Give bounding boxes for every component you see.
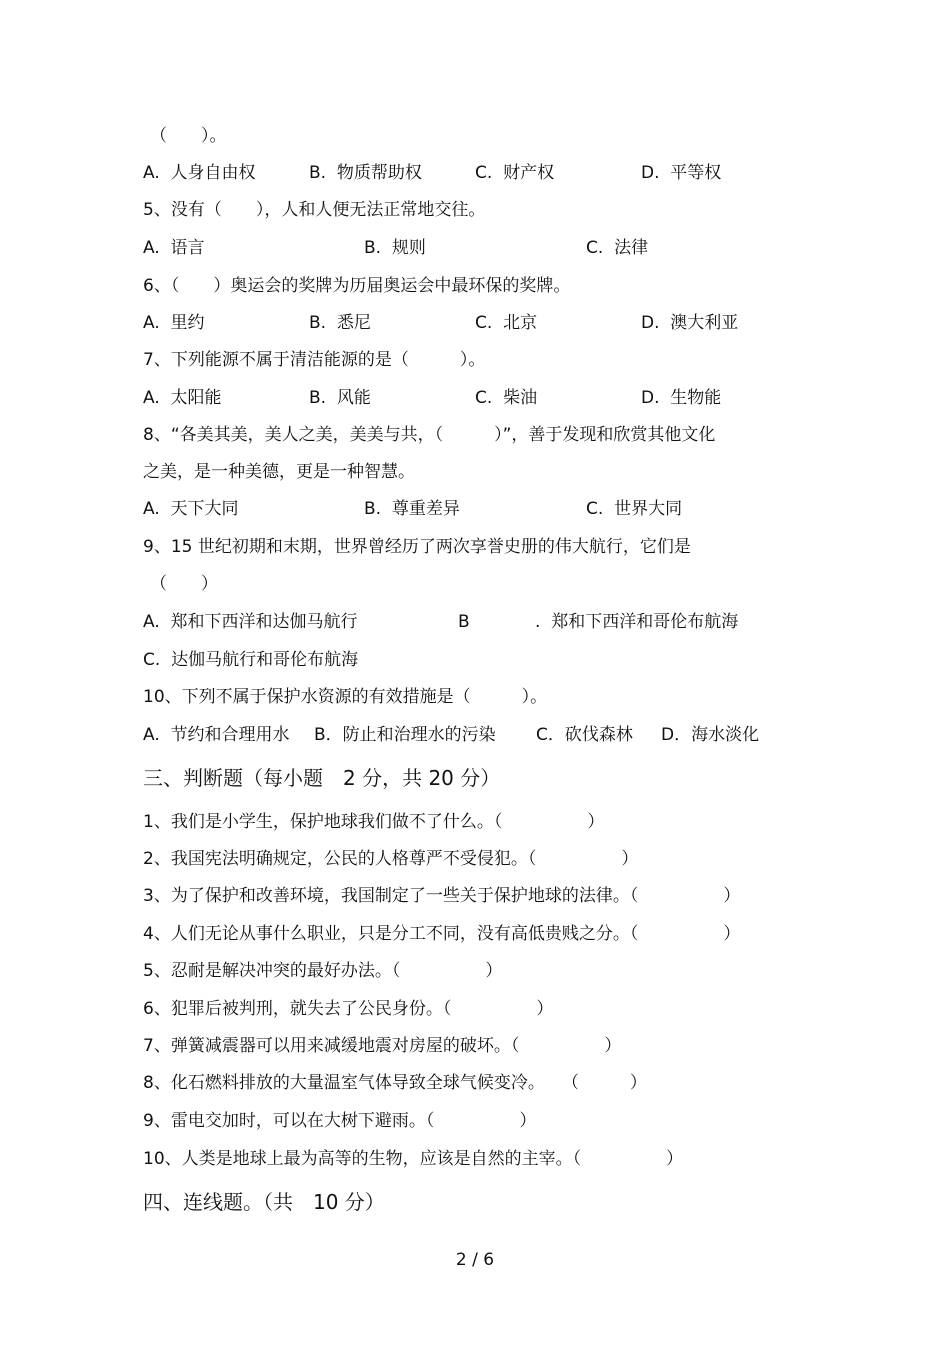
option-d: D．海水淡化	[661, 725, 760, 745]
q7-options	[0, 388, 950, 410]
option-c: C. 法律	[586, 238, 649, 258]
option-c: C. 世界大同	[586, 499, 683, 519]
q9-options-row-1	[0, 612, 950, 634]
option-c: C. 北京	[475, 313, 538, 333]
q4-options	[0, 163, 950, 185]
question-8-line-2: 之美，是一种美德，更是一种智慧。	[143, 462, 415, 482]
option-c: C. 财产权	[475, 163, 555, 183]
judgment-item: 6、犯罪后被判刑，就失去了公民身份。（ ）	[143, 999, 554, 1019]
option-a: A. 郑和下西洋和达伽马航行	[143, 612, 358, 632]
judgment-item: 9、雷电交加时，可以在大树下避雨。（ ）	[143, 1111, 537, 1131]
option-b-letter: B	[458, 612, 470, 632]
question-10: 10、下列不属于保护水资源的有效措施是（ ）。	[143, 687, 548, 707]
option-d: D. 平等权	[641, 163, 722, 183]
option-c: C. 柴油	[475, 388, 538, 408]
question-5: 5、没有（ ），人和人便无法正常地交往。	[143, 200, 486, 220]
question-9-line-1: 9、15 世纪初期和末期，世界曾经历了两次享誉史册的伟大航行，它们是	[143, 537, 691, 557]
option-a: A. 天下大同	[143, 499, 239, 519]
q6-options	[0, 313, 950, 335]
option-b: B．防止和治理水的污染	[314, 725, 496, 745]
question-6: 6、（ ）奥运会的奖牌为历届奥运会中最环保的奖牌。	[143, 276, 571, 296]
option-a: A. 里约	[143, 313, 205, 333]
page-number: 2 / 6	[455, 1250, 495, 1270]
option-b: B. 尊重差异	[364, 499, 460, 519]
option-b: B. 悉尼	[309, 313, 371, 333]
section-3-title: 三、判断题（每小题 2 分，共 20 分）	[143, 766, 501, 790]
q4-blank-line: （ ）。	[150, 126, 227, 146]
option-b: B. 规则	[364, 238, 426, 258]
option-b: B. 风能	[309, 388, 371, 408]
option-b: B. 物质帮助权	[309, 163, 422, 183]
judgment-item: 2、我国宪法明确规定，公民的人格尊严不受侵犯。（ ）	[143, 849, 639, 869]
q8-options	[0, 499, 950, 521]
judgment-item: 10、人类是地球上最为高等的生物，应该是自然的主宰。（ ）	[143, 1149, 684, 1169]
option-a: A. 太阳能	[143, 388, 222, 408]
option-a: A. 人身自由权	[143, 163, 256, 183]
option-a: A. 节约和合理用水	[143, 725, 290, 745]
question-8-line-1: 8、“各美其美，美人之美，美美与共，（ ）”，善于发现和欣赏其他文化	[143, 425, 716, 445]
section-4-title: 四、连线题。（共 10 分）	[143, 1190, 385, 1214]
question-7: 7、下列能源不属于清洁能源的是（ ）。	[143, 350, 486, 370]
judgment-item: 1、我们是小学生，保护地球我们做不了什么。（ ）	[143, 812, 605, 832]
option-d: D. 澳大利亚	[641, 313, 739, 333]
q10-options	[0, 725, 950, 747]
option-a: A. 语言	[143, 238, 205, 258]
option-b-text: . 郑和下西洋和哥伦布航海	[535, 612, 739, 632]
option-d: D. 生物能	[641, 388, 722, 408]
question-9-line-2: （ ）	[150, 574, 218, 594]
option-c: C. 达伽马航行和哥伦布航海	[143, 650, 359, 670]
judgment-item: 4、人们无论从事什么职业，只是分工不同，没有高低贵贱之分。（ ）	[143, 924, 741, 944]
q5-options	[0, 238, 950, 260]
judgment-item: 5、忍耐是解决冲突的最好办法。（ ）	[143, 961, 503, 981]
judgment-item: 8、化石燃料排放的大量温室气体导致全球气候变冷。 （ ）	[143, 1073, 647, 1093]
judgment-item: 7、弹簧减震器可以用来减缓地震对房屋的破坏。（ ）	[143, 1036, 622, 1056]
judgment-item: 3、为了保护和改善环境，我国制定了一些关于保护地球的法律。（ ）	[143, 886, 741, 906]
q9-options-row-2	[0, 650, 950, 672]
option-c: C．砍伐森林	[536, 725, 633, 745]
